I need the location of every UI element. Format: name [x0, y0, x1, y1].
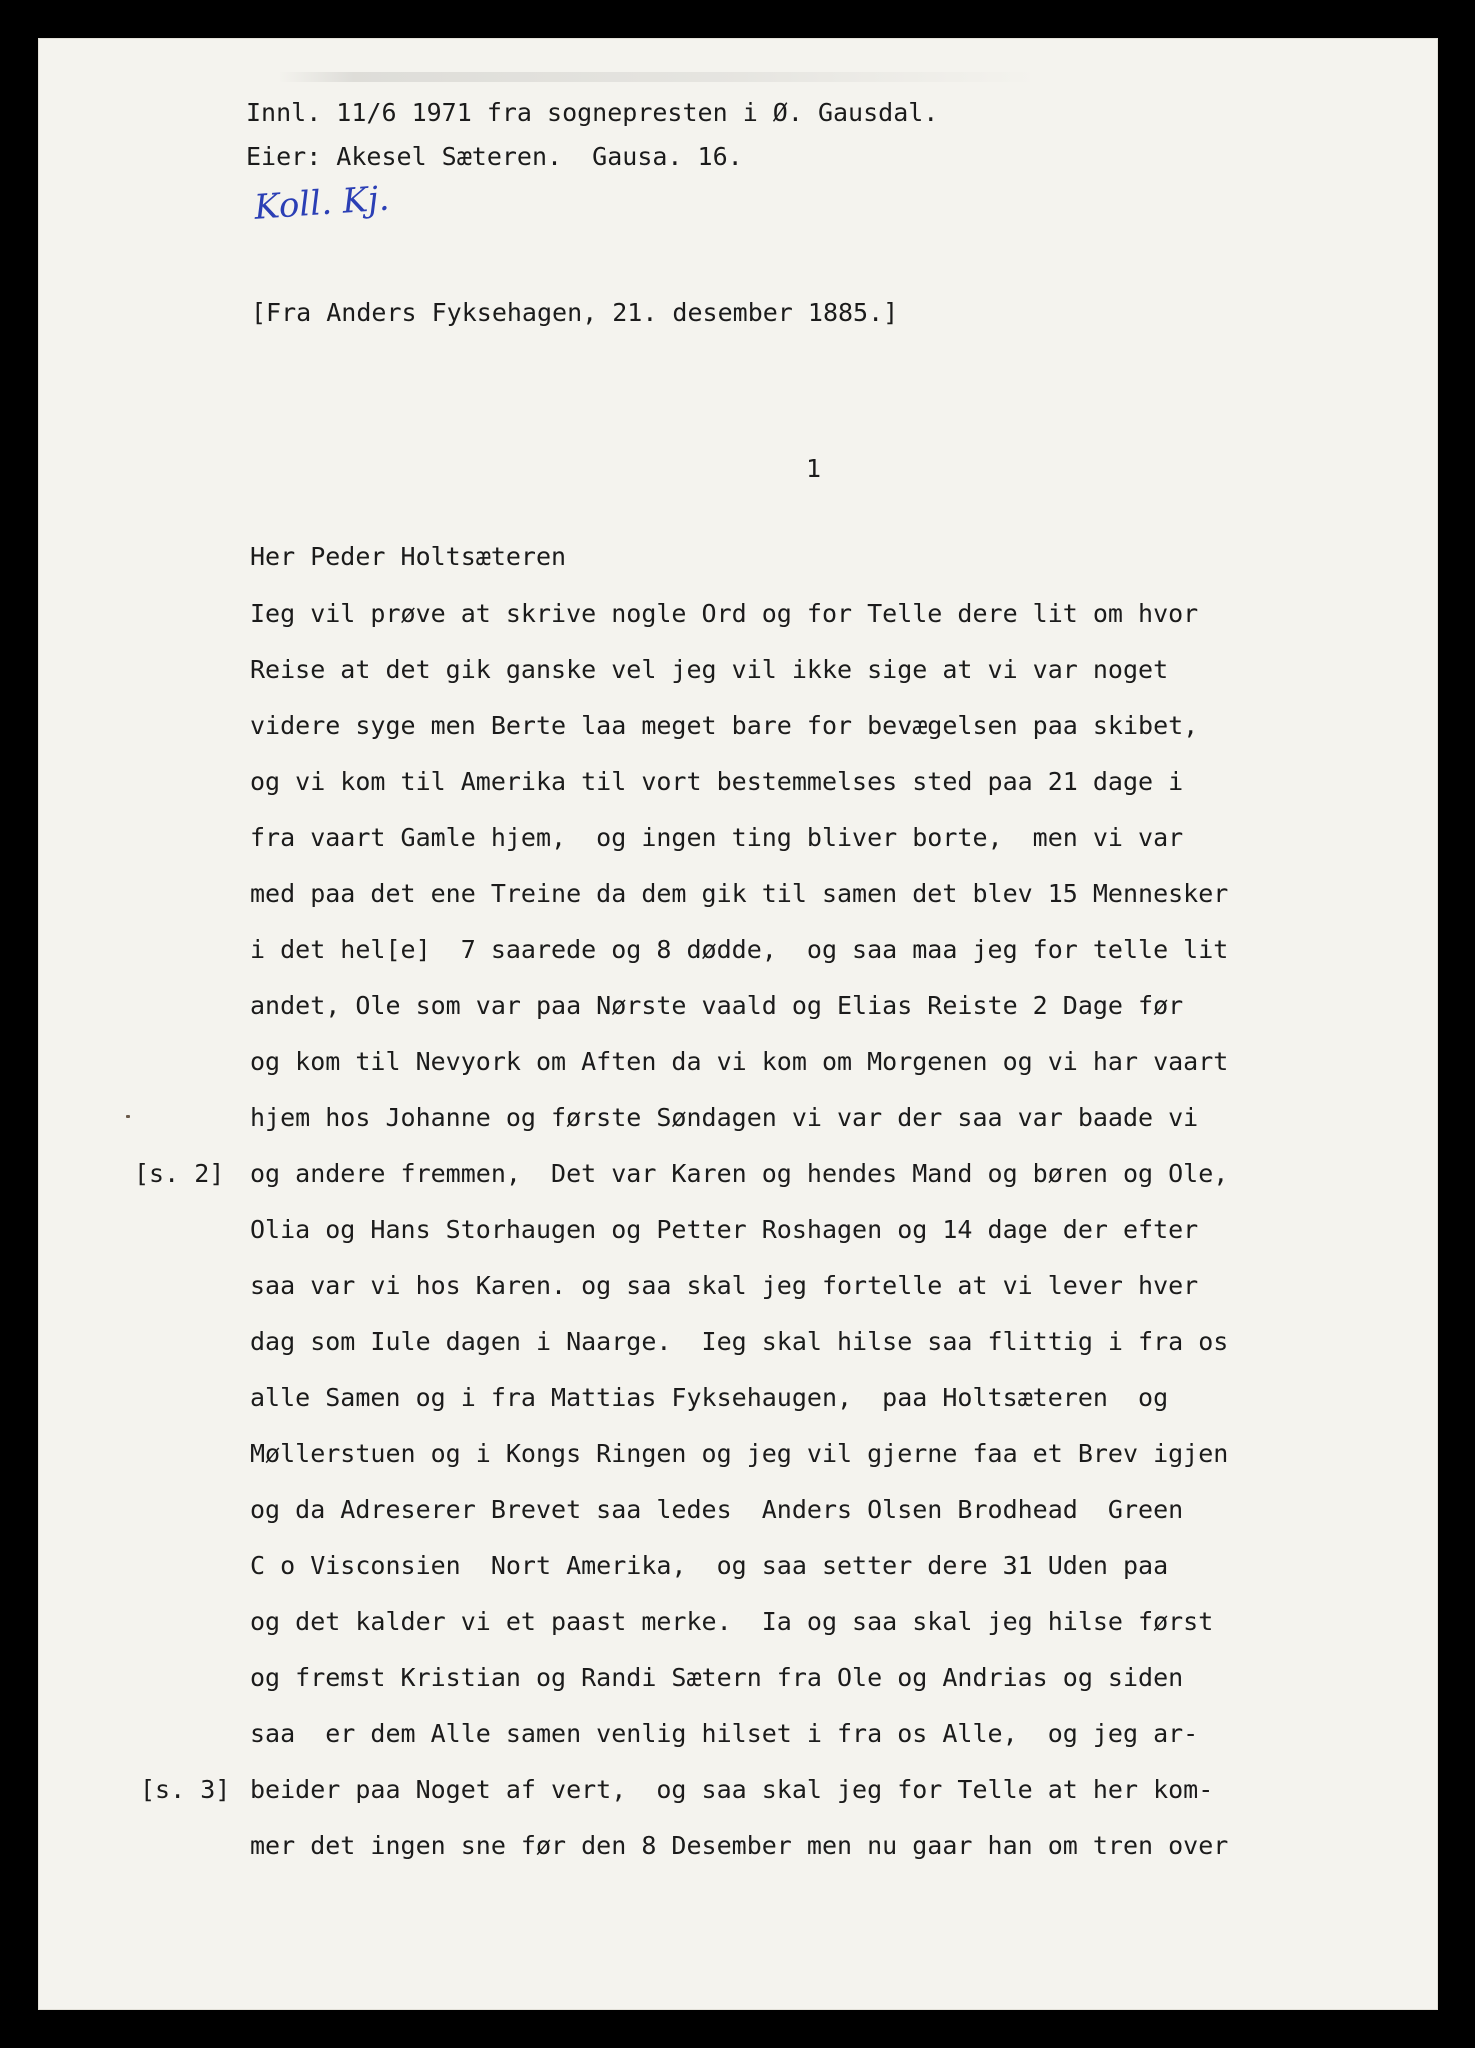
- margin-page-marker-3: [s. 3]: [140, 1775, 231, 1804]
- body-line: saa var vi hos Karen. og saa skal jeg fortelle at vi lever hver: [250, 1271, 1199, 1300]
- body-line: andet, Ole som var paa Nørste vaald og Elias Reiste 2 Dage før: [250, 991, 1184, 1020]
- body-line: Reise at det gik ganske vel jeg vil ikke sige at vi var noget: [250, 655, 1169, 684]
- paper-speck: [126, 1115, 130, 1118]
- body-line: med paa det ene Treine da dem gik til samen det blev 15 Mennesker: [250, 879, 1229, 908]
- margin-page-marker-2: [s. 2]: [134, 1159, 225, 1188]
- body-line: alle Samen og i fra Mattias Fyksehaugen, paa Holtsæteren og: [250, 1383, 1169, 1412]
- body-line: og fremst Kristian og Randi Sætern fra Ole og Andrias og siden: [250, 1663, 1184, 1692]
- body-line: og da Adreserer Brevet saa ledes Anders Olsen Brodhead Green: [250, 1495, 1184, 1524]
- body-line: saa er dem Alle samen venlig hilset i fra os Alle, og jeg ar-: [250, 1719, 1199, 1748]
- body-line: og det kalder vi et paast merke. Ia og saa skal jeg hilse først: [250, 1607, 1214, 1636]
- body-line: og kom til Nevyork om Aften da vi kom om Morgenen og vi har vaart: [250, 1047, 1229, 1076]
- body-line: Møllerstuen og i Kongs Ringen og jeg vil gjerne faa et Brev igjen: [250, 1439, 1229, 1468]
- handwritten-collection-note: Koll. Kj.: [253, 178, 391, 228]
- salutation: Her Peder Holtsæteren: [250, 542, 567, 571]
- body-line: i det hel[e] 7 saarede og 8 dødde, og saa maa jeg for telle lit: [250, 935, 1229, 964]
- document-page: [38, 38, 1438, 2010]
- body-line: Ieg vil prøve at skrive nogle Ord og for Telle dere lit om hvor: [250, 599, 1199, 628]
- body-line: videre syge men Berte laa meget bare for bevægelsen paa skibet,: [250, 711, 1199, 740]
- header-line-2: Eier: Akesel Sæteren. Gausa. 16.: [246, 142, 743, 171]
- body-line: hjem hos Johanne og første Søndagen vi var der saa var baade vi: [250, 1103, 1199, 1132]
- page-number: 1: [806, 454, 822, 483]
- bleed-through-shadow: [278, 72, 1038, 82]
- source-line: [Fra Anders Fyksehagen, 21. desember 1885.]: [251, 298, 899, 327]
- body-line: beider paa Noget af vert, og saa skal jeg for Telle at her kom-: [250, 1775, 1214, 1804]
- body-line: og vi kom til Amerika til vort bestemmelses sted paa 21 dage i: [250, 767, 1184, 796]
- body-line: C o Visconsien Nort Amerika, og saa setter dere 31 Uden paa: [250, 1551, 1169, 1580]
- body-line: mer det ingen sne før den 8 Desember men nu gaar han om tren over: [250, 1831, 1229, 1860]
- body-line: dag som Iule dagen i Naarge. Ieg skal hilse saa flittig i fra os: [250, 1327, 1229, 1356]
- body-line: og andere fremmen, Det var Karen og hendes Mand og børen og Ole,: [250, 1159, 1229, 1188]
- body-line: Olia og Hans Storhaugen og Petter Roshagen og 14 dage der efter: [250, 1215, 1199, 1244]
- header-line-1: Innl. 11/6 1971 fra sognepresten i Ø. Gausdal.: [246, 98, 939, 127]
- body-line: fra vaart Gamle hjem, og ingen ting bliver borte, men vi var: [250, 823, 1184, 852]
